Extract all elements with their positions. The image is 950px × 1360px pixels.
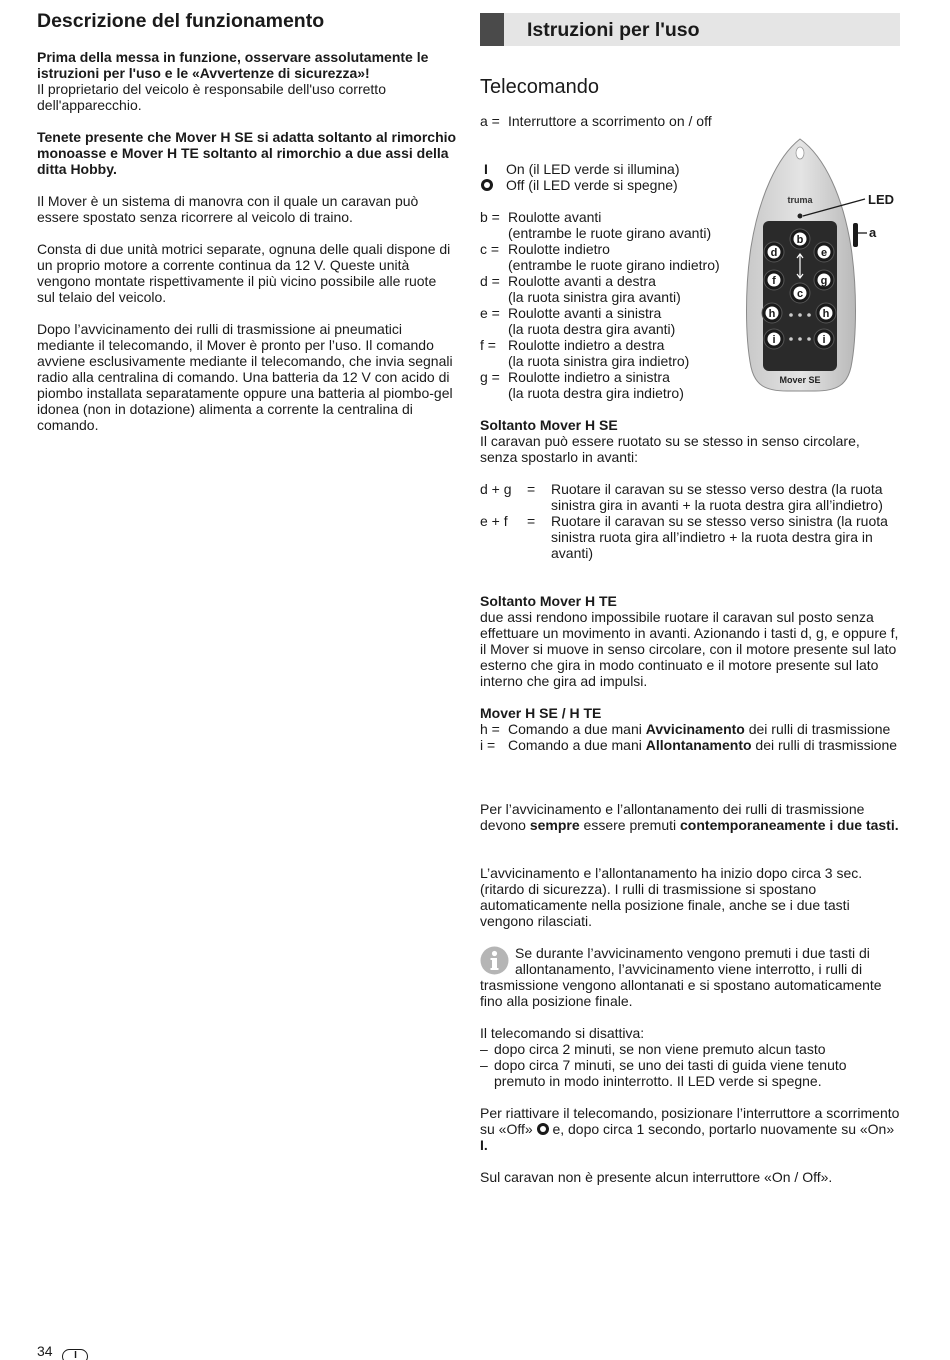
drive-units-description: Consta di due unità motrici separate, ognuna delle quali dispone di un proprio motore a corrente continua da 12 V. Queste unità vengono montate rispettivamente il più vicino possibile alle ruote sul telaio del veicolo. [37,241,451,305]
off-symbol-icon [481,179,493,191]
list-item: e + f = Ruotare il caravan su se stesso verso sinistra (la ruota sinistra ruota gira all’indietro + la ruota destra gira in avanti) [480,513,888,561]
operation-description: Dopo l’avvicinamento dei rulli di trasmissione ai pneumatici mediante il telecomando, il Mover è pronto per l’uso. Il comando avviene esclusivamente mediante il telecomando, che invia segnali radio alla centralina di comando. Una batteria da 12 V con acido di piombo installata separatamente oppure una batteria al piombo-gel idonea (non in dotazione) alimenta a corrente la centralina di comando. [37,321,453,433]
sete-section [480,705,900,753]
key-g: g [820,275,828,287]
on-symbol: I [484,161,488,177]
switch-item [480,113,740,129]
deactivation-intro: Il telecomando si disattiva: [480,1025,645,1041]
te-title: Soltanto Mover H TE [480,593,617,609]
remote-model: Mover SE [779,375,821,385]
se-section [480,417,900,465]
info-paragraph: Se durante l’avvicinamento vengono premuti i due tasti di allontanamento, l’avvicinamento viene interrotto, i rulli di trasmissione vengono allontanati e si spostano automaticamente fino alla posizione finale. [480,945,882,1009]
list-item: b = Roulotte avanti (entrambe le ruote girano avanti) [480,209,712,241]
key-i-right: i [822,334,826,346]
owner-responsibility: Il proprietario del veicolo è responsabile dell'uso corretto dell'apparecchio. [37,81,386,113]
list-item: – dopo circa 2 minuti, se non viene premuto alcun tasto [480,1041,826,1057]
mover-description: Il Mover è un sistema di manovra con il quale un caravan può essere spostato senza ricorrere al veicolo di traino. [37,193,419,225]
list-item: c = Roulotte indietro (entrambe le ruote girano indietro) [480,241,720,273]
list-item: d + g = Ruotare il caravan su se stesso verso destra (la ruota sinistra gira in avanti + la ruota destra gira all’indietro) [480,481,883,513]
key-e: e [820,247,828,259]
te-text: due assi rendono impossibile ruotare il caravan sul posto senza effettuare un movimento in avanti. Azionando i tasti d, g, e oppure f, il Mover si muove in senso circolare, con il motore presente sul lato esterno che gira in modo continuato e il motore presente sul lato interno che gira ad impulsi. [480,609,899,689]
list-item: g = Roulotte indietro a sinistra (la ruota destra gira indietro) [480,369,684,401]
se-title: Soltanto Mover H SE [480,417,618,433]
list-item: – dopo circa 7 minuti, se uno dei tasti di guida viene tenuto premuto in modo ininterrotto. Il LED verde si spegne. [480,1057,847,1089]
intro-paragraph [37,49,457,113]
remote-brand: truma [787,195,813,205]
list-item: d = Roulotte avanti a destra (la ruota sinistra gira avanti) [480,273,681,305]
off-symbol-icon [537,1123,549,1135]
page-footer [37,1343,88,1360]
combo-list [480,481,900,561]
remote-control-illustration [737,137,912,395]
list-item: h = Comando a due mani Avvicinamento dei rulli di trasmissione [480,721,891,737]
key-d: d [770,247,778,259]
delay-paragraph: L’avvicinamento e l’allontanamento ha inizio dopo circa 3 sec. (ritardo di sicurezza). I rulli di trasmissione si spostano automaticamente nella posizione finale, anche se i due tasti vengono rilasciati. [480,865,863,929]
list-item: e = Roulotte avanti a sinistra (la ruota destra gira avanti) [480,305,676,337]
compatibility-note: Tenete presente che Mover H SE si adatta soltanto al rimorchio monoasse e Mover H TE soltanto al rimorchio a due assi della ditta Hobby. [37,129,457,177]
se-text: Il caravan può essere ruotato su se stesso in senso circolare, senza spostarlo in avanti: [480,433,860,465]
language-badge: I [62,1349,88,1360]
section-header [480,13,900,46]
on-text: On (il LED verde si illumina) [506,161,680,177]
section-header-title: Istruzioni per l'uso [527,19,700,41]
off-text: Off (il LED verde si spegne) [506,177,678,193]
on-off-legend [480,161,740,193]
list-item: f = Roulotte indietro a destra (la ruota sinistra gira indietro) [480,337,690,369]
switch-key: a = [480,113,500,129]
te-section [480,593,900,689]
safety-warning: Prima della messa in funzione, osservare assolutamente le istruzioni per l'uso e le «Avvertenze di sicurezza»! [37,49,429,81]
key-b: b [796,234,804,246]
left-title: Descrizione del funzionamento [37,10,325,32]
button-list [480,209,740,401]
a-label: a [869,225,877,240]
header-marker [480,13,504,46]
sete-title: Mover H SE / H TE [480,705,602,721]
last-note: Sul caravan non è presente alcun interruttore «On / Off». [480,1169,833,1185]
key-h-right: h [822,308,830,320]
key-h-left: h [768,308,776,320]
page-number: 34 [37,1343,53,1359]
led-label: LED [868,192,894,207]
key-c: c [796,288,804,300]
reactivation-paragraph: Per riattivare il telecomando, posizionare l’interruttore a scorrimento su «Off» e, dopo circa 1 secondo, portarlo nuovamente su «On» I. [480,1105,900,1153]
info-icon [480,946,509,975]
both-keys-paragraph: Per l’avvicinamento e l’allontanamento dei rulli di trasmissione devono sempre essere premuti contemporaneamente i due tasti. [480,801,899,833]
remote-subtitle: Telecomando [480,76,599,98]
switch-text: Interruttore a scorrimento on / off [508,113,712,129]
list-item: i = Comando a due mani Allontanamento dei rulli di trasmissione [480,737,898,753]
deactivation-section [480,1025,900,1089]
key-i-left: i [772,334,776,346]
key-f: f [772,275,776,287]
